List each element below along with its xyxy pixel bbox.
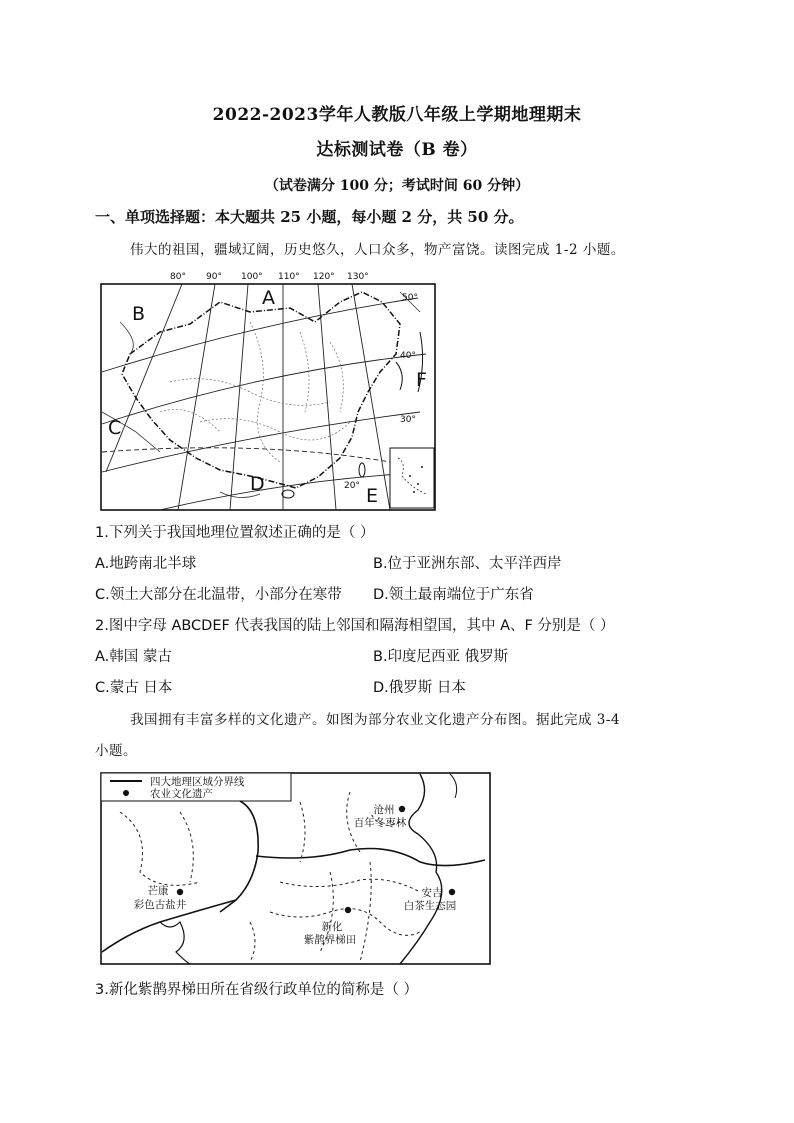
q1-option-d[interactable]: D.领土最南端位于广东省 — [373, 587, 534, 603]
q1-option-a[interactable]: A.地跨南北半球 — [95, 556, 197, 572]
intro-paragraph-2-line1: 我国拥有丰富多样的文化遗产。如图为部分农业文化遗产分布图。据此完成 3-4 — [130, 712, 621, 728]
lat-label-50: 50° — [402, 293, 418, 303]
lat-label-40: 40° — [400, 351, 416, 361]
lat-label-20: 20° — [344, 481, 360, 491]
question-3-stem: 3.新化紫鹊界梯田所在省级行政单位的简称是（ ） — [95, 982, 418, 998]
q1-option-b[interactable]: B.位于亚洲东部、太平洋西岸 — [373, 556, 562, 572]
site-xinhua-city: 新化 — [321, 921, 343, 933]
question-2-stem: 2.图中字母 ABCDEF 代表我国的陆上邻国和隔海相望国，其中 A、F 分别是（ ） — [95, 618, 615, 634]
country-letter-f: F — [416, 369, 427, 391]
intro-paragraph-2-line2: 小题。 — [95, 743, 137, 759]
site-anji-city: 安吉 — [421, 887, 443, 899]
site-cangzhou-name: 百年冬枣林 — [353, 817, 407, 829]
lon-label-100: 100° — [241, 272, 263, 282]
country-letter-b: B — [132, 303, 146, 325]
lon-label-80: 80° — [170, 272, 186, 282]
lon-label-110: 110° — [278, 272, 300, 282]
lon-label-130: 130° — [347, 272, 369, 282]
site-cangzhou-city: 沧州 — [373, 804, 395, 816]
legend-boundary-label: 四大地理区域分界线 — [150, 776, 245, 788]
q2-option-c[interactable]: C.蒙古 日本 — [95, 680, 173, 696]
legend-heritage-label: 农业文化遗产 — [150, 788, 213, 800]
exam-title-line1: 2022-2023学年人教版八年级上学期地理期末 — [212, 105, 582, 125]
q2-option-b[interactable]: B.印度尼西亚 俄罗斯 — [373, 649, 509, 665]
section-heading: 一、单项选择题：本大题共 25 小题，每小题 2 分，共 50 分。 — [95, 208, 524, 226]
site-mangkang-city: 芒康 — [147, 885, 169, 897]
china-location-map-svg — [100, 262, 436, 512]
exam-info: （试卷满分 100 分；考试时间 60 分钟） — [264, 178, 530, 194]
lon-label-120: 120° — [313, 272, 335, 282]
lon-label-90: 90° — [206, 272, 222, 282]
lat-label-30: 30° — [400, 415, 416, 425]
q1-option-c[interactable]: C.领土大部分在北温带，小部分在寒带 — [95, 587, 342, 603]
agri-heritage-map — [100, 772, 492, 966]
site-anji-name: 白茶生态园 — [403, 900, 457, 912]
country-letter-e: E — [366, 485, 379, 507]
country-letter-d: D — [250, 473, 265, 495]
q2-option-d[interactable]: D.俄罗斯 日本 — [373, 680, 466, 696]
agri-heritage-map-svg — [100, 772, 492, 966]
country-letter-a: A — [262, 287, 275, 309]
question-1-stem: 1.下列关于我国地理位置叙述正确的是（ ） — [95, 525, 375, 541]
exam-title-line2: 达标测试卷（B 卷） — [316, 140, 478, 160]
q2-option-a[interactable]: A.韩国 蒙古 — [95, 649, 172, 665]
site-mangkang-name: 彩色古盐井 — [133, 899, 187, 911]
site-xinhua-name: 紫鹊界梯田 — [303, 934, 357, 946]
country-letter-c: C — [108, 417, 122, 439]
china-location-map — [100, 262, 436, 512]
intro-paragraph-1: 伟大的祖国，疆域辽阔，历史悠久，人口众多，物产富饶。读图完成 1-2 小题。 — [130, 242, 625, 258]
